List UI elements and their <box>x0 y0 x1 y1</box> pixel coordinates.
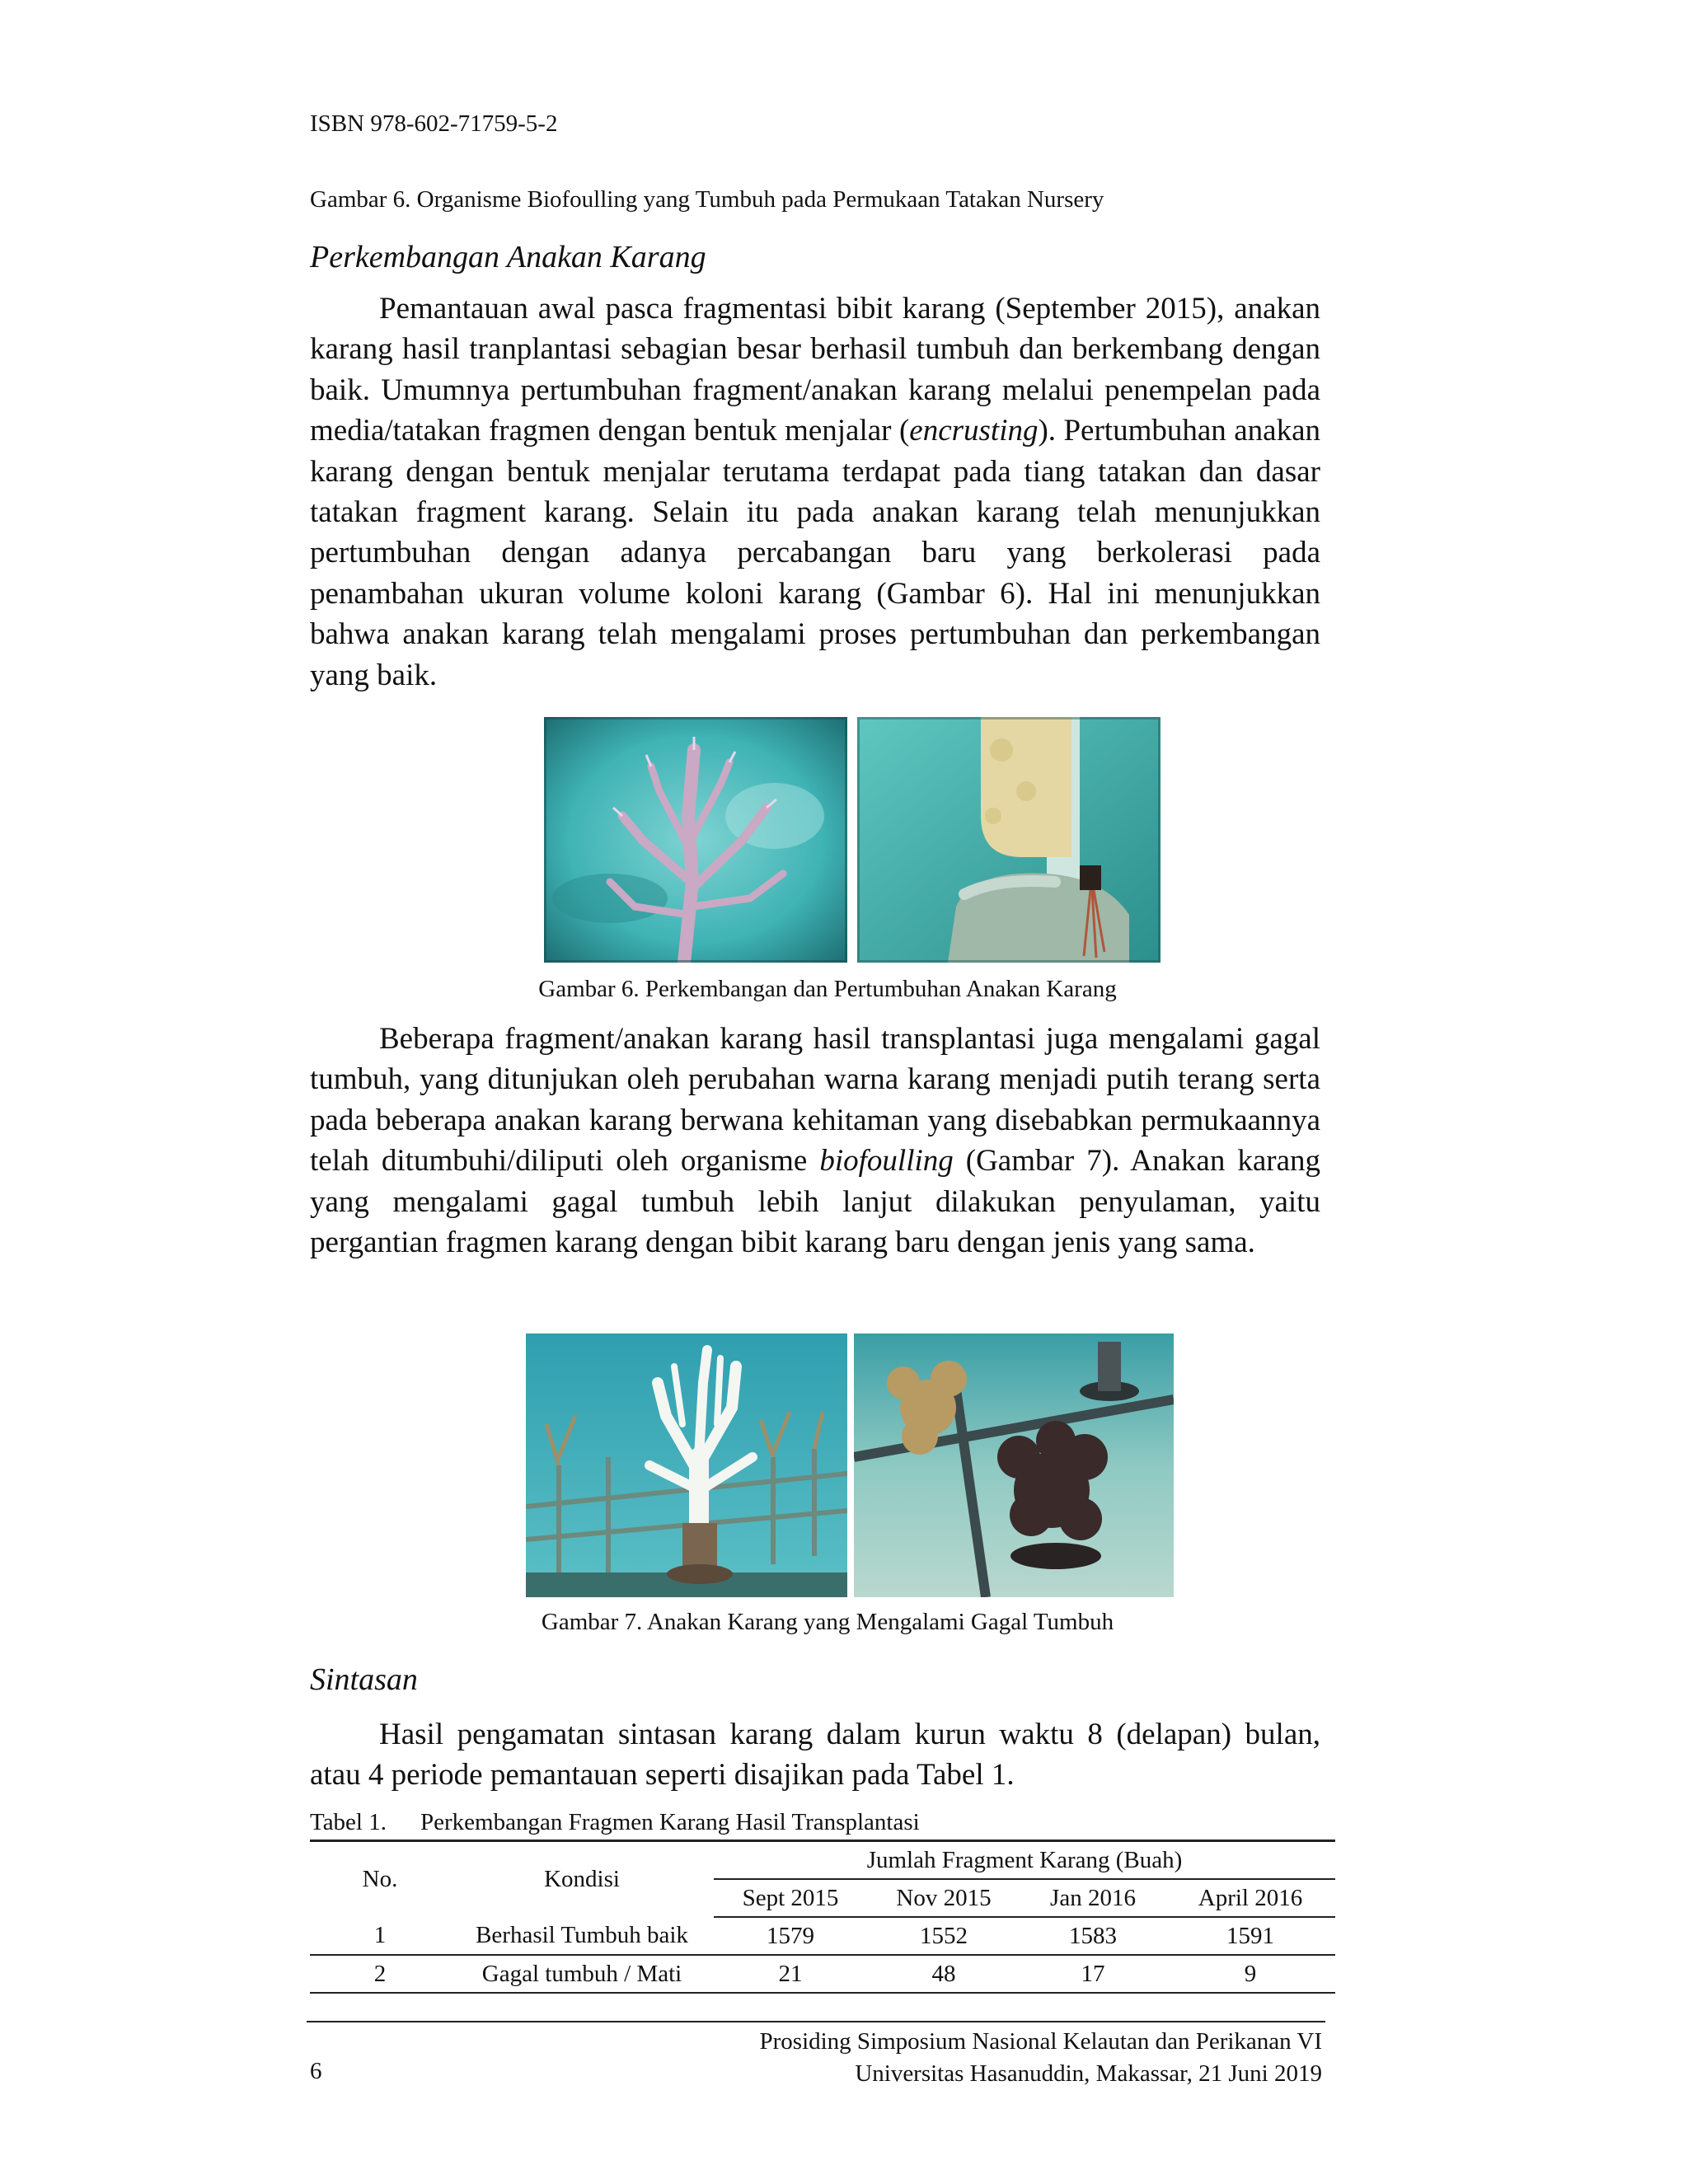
paragraph-perkembangan: Pemantauan awal pasca fragmentasi bibit karang (September 2015), anakan karang hasil tranplantasi sebagian besar berhasil tumbuh dan berkembang dengan baik. Umumnya pertumbuhan fragment/anakan karang melalui penempelan pada media/tatakan fragmen dengan bentuk menjalar (encrusting). Pertumbuhan anakan karang dengan bentuk menjalar terutama terdapat pada tiang tatakan dan dasar tatakan fragment karang. Selain itu pada anakan karang telah menunjukkan pertumbuhan dengan adanya percabangan baru yang berkolerasi pada penambahan ukuran volume koloni karang (Gambar 6). Hal ini menunjukkan bahwa anakan karang telah mengalami proses pertumbuhan dan perkembangan yang baik. <box>310 292 1320 692</box>
paragraph-sintasan: Hasil pengamatan sintasan karang dalam kurun waktu 8 (delapan) bulan, atau 4 periode pemantauan seperti disajikan pada Tabel 1. <box>310 1718 1320 1793</box>
table-caption <box>310 1809 920 1836</box>
cell-value: 9 <box>1165 1955 1335 1993</box>
cell-value: 48 <box>867 1955 1020 1993</box>
figure7-photo-darkened-coral <box>854 1333 1174 1597</box>
header-period: April 2016 <box>1165 1879 1335 1917</box>
page-number: 6 <box>310 2058 322 2084</box>
cell-value: 1579 <box>714 1917 867 1955</box>
footer-divider <box>307 2021 1325 2022</box>
header-period: Jan 2016 <box>1020 1879 1165 1917</box>
cell-value: 1591 <box>1165 1917 1335 1955</box>
cell-no: 2 <box>310 1955 450 1993</box>
cell-value: 1583 <box>1020 1917 1165 1955</box>
header-kondisi: Kondisi <box>450 1841 714 1918</box>
footer-proceedings <box>760 2026 1323 2090</box>
section-heading-sintasan: Sintasan <box>310 1662 418 1697</box>
figure7-photo-bleached-coral <box>526 1333 847 1597</box>
isbn-header: ISBN 978-602-71759-5-2 <box>310 110 558 137</box>
survival-table <box>310 1840 1335 1994</box>
figure6-photo-branching-coral <box>544 717 847 963</box>
footer-line-1: Prosiding Simposium Nasional Kelautan dan Perikanan VI <box>759 2028 1322 2055</box>
header-no: No. <box>310 1841 450 1918</box>
figure7-caption: Gambar 7. Anakan Karang yang Mengalami Gagal Tumbuh <box>541 1609 1114 1635</box>
paragraph-gagal-tumbuh: Beberapa fragment/anakan karang hasil transplantasi juga mengalami gagal tumbuh, yang ditunjukan oleh perubahan warna karang menjadi putih terang serta pada beberapa anakan karang berwana kehitaman yang disebabkan permukaannya telah ditumbuhi/diliputi oleh organisme biofoulling (Gambar 7). Anakan karang yang mengalami gagal tumbuh lebih lanjut dilakukan penyulaman, yaitu pergantian fragmen karang dengan bibit karang baru dengan jenis yang sama. <box>310 1022 1320 1260</box>
cell-value: 1552 <box>867 1917 1020 1955</box>
figure6-caption: Gambar 6. Perkembangan dan Pertumbuhan Anakan Karang <box>538 976 1117 1002</box>
table-row <box>310 1917 1335 1955</box>
header-period: Sept 2015 <box>714 1879 867 1917</box>
figure6-photo-encrusting-coral <box>857 717 1160 963</box>
header-jumlah-fragment: Jumlah Fragment Karang (Buah) <box>714 1841 1335 1880</box>
table-label: Tabel 1. <box>310 1809 387 1835</box>
previous-figure-caption: Gambar 6. Organisme Biofoulling yang Tumbuh pada Permukaan Tatakan Nursery <box>310 186 1104 213</box>
table-row <box>310 1955 1335 1993</box>
cell-no: 1 <box>310 1917 450 1955</box>
cell-value: 17 <box>1020 1955 1165 1993</box>
header-period: Nov 2015 <box>867 1879 1020 1917</box>
cell-kondisi: Berhasil Tumbuh baik <box>450 1917 714 1955</box>
footer-line-2: Universitas Hasanuddin, Makassar, 21 Juni 2019 <box>855 2060 1322 2087</box>
cell-value: 21 <box>714 1955 867 1993</box>
cell-kondisi: Gagal tumbuh / Mati <box>450 1955 714 1993</box>
table-title: Perkembangan Fragmen Karang Hasil Transplantasi <box>420 1809 920 1835</box>
section-heading-perkembangan: Perkembangan Anakan Karang <box>310 240 706 274</box>
